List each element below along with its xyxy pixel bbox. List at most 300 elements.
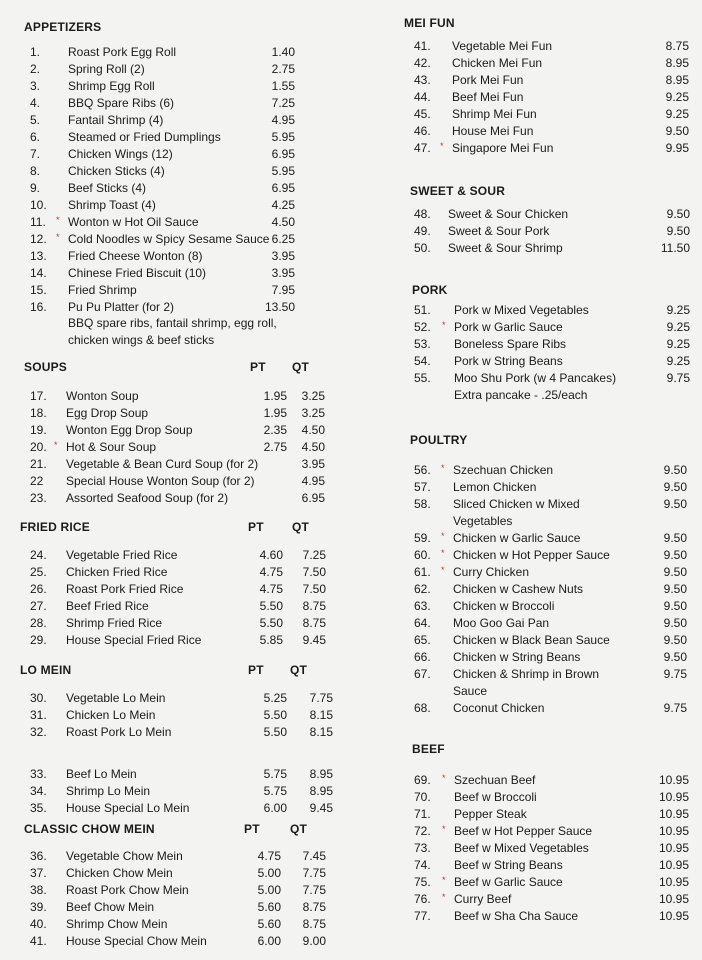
item-number: 8. [30, 164, 41, 178]
spicy-star-icon: * [442, 773, 446, 783]
qt-header: QT [290, 822, 308, 836]
item-price: 5.60 [257, 917, 281, 931]
item-price: 9.50 [663, 599, 687, 613]
menu-item [30, 112, 295, 129]
menu-item [30, 44, 295, 61]
menu-item [414, 479, 687, 496]
menu-item [414, 206, 690, 223]
menu-item [414, 353, 690, 370]
item-price: 9.50 [666, 224, 690, 238]
item-number: 71. [414, 807, 431, 821]
item-price: 5.95 [271, 130, 295, 144]
item-number: 57. [414, 480, 431, 494]
item-name: Beef w Broccoli [454, 790, 537, 804]
menu-item [414, 319, 690, 336]
item-name: Steamed or Fried Dumplings [68, 130, 221, 144]
item-price: 2.75 [271, 62, 295, 76]
pork-note: Extra pancake - .25/each [454, 388, 588, 402]
item-name: Chicken Wings (12) [68, 147, 173, 161]
item-name: Wonton w Hot Oil Sauce [68, 215, 199, 229]
item-name: Chicken Chow Mein [66, 866, 173, 880]
item-price: 5.00 [257, 883, 281, 897]
item-price-qt: 8.75 [302, 900, 326, 914]
item-number: 40. [30, 917, 47, 931]
item-name: Beef w Sha Cha Sauce [454, 909, 579, 923]
menu-item [30, 690, 333, 707]
menu-item [30, 146, 295, 163]
item-price: 2.35 [263, 423, 287, 437]
spicy-star-icon: * [442, 824, 446, 834]
item-price: 10.95 [658, 807, 689, 821]
item-price: 9.25 [666, 320, 690, 334]
item-number: 30. [30, 691, 47, 705]
item-name: House Mei Fun [452, 124, 534, 138]
item-price: 9.50 [663, 565, 687, 579]
item-number: 73. [414, 841, 431, 855]
menu-item [30, 615, 326, 632]
menu-item [30, 882, 326, 899]
menu-item [30, 231, 295, 248]
item-number: 21. [30, 457, 47, 471]
item-number: 41. [414, 39, 431, 53]
item-price: 9.50 [663, 650, 687, 664]
pt-header: PT [248, 520, 264, 534]
item-number: 1. [30, 45, 41, 59]
item-number: 72. [414, 824, 431, 838]
item-name: Wonton Soup [66, 389, 139, 403]
pt-header: PT [250, 360, 266, 374]
item-price: 9.75 [663, 701, 687, 715]
item-price: 10.95 [658, 909, 689, 923]
item-price: 4.75 [257, 849, 281, 863]
soups-heading: SOUPS [24, 360, 68, 374]
item-name: Shrimp Fried Rice [66, 616, 163, 630]
item-price-qt: 8.95 [309, 784, 333, 798]
menu-item [414, 370, 690, 387]
item-price-qt: 8.75 [302, 599, 326, 613]
item-name: Sliced Chicken w Mixed [453, 497, 580, 511]
item-name: Sweet & Sour Chicken [448, 207, 569, 221]
item-name-continued: Sauce [453, 684, 488, 698]
item-name: Roast Pork Egg Roll [68, 45, 177, 59]
item-name: Chicken w String Beans [453, 650, 581, 664]
sweet-sour-heading: SWEET & SOUR [410, 184, 506, 198]
item-name: Beef Chow Mein [66, 900, 155, 914]
item-price: 5.60 [257, 900, 281, 914]
item-number: 59. [414, 531, 431, 545]
fried-rice-heading: FRIED RICE [20, 520, 91, 534]
item-number: 6. [30, 130, 41, 144]
item-price: 8.95 [665, 73, 689, 87]
item-number: 56. [414, 463, 431, 477]
item-name: Chinese Fried Biscuit (10) [68, 266, 207, 280]
item-name: Singapore Mei Fun [452, 141, 554, 155]
item-price: 5.50 [259, 616, 283, 630]
item-price: 4.25 [271, 198, 295, 212]
item-number: 14. [30, 266, 47, 280]
item-number: 3. [30, 79, 41, 93]
item-price: 1.95 [263, 389, 287, 403]
item-name: Chicken Fried Rice [66, 565, 168, 579]
item-name: Moo Goo Gai Pan [453, 616, 550, 630]
item-name: Vegetable Fried Rice [66, 548, 178, 562]
item-name: Chicken w Hot Pepper Sauce [453, 548, 610, 562]
menu-item [30, 456, 325, 473]
item-number: 25. [30, 565, 47, 579]
pupu-note: BBQ spare ribs, fantail shrimp, egg roll, [68, 316, 277, 330]
item-price: 6.25 [271, 232, 295, 246]
item-number: 76. [414, 892, 431, 906]
item-name: Shrimp Mei Fun [452, 107, 537, 121]
item-name: Szechuan Beef [454, 773, 536, 787]
menu-item [414, 38, 689, 55]
item-name: Moo Shu Pork (w 4 Pancakes) [454, 371, 617, 385]
item-number: 63. [414, 599, 431, 613]
item-name: Lemon Chicken [453, 480, 537, 494]
item-price-qt: 8.75 [302, 917, 326, 931]
item-price-qt: 8.75 [302, 616, 326, 630]
item-number: 20. [30, 440, 47, 454]
item-price: 9.75 [666, 371, 690, 385]
mei-fun-heading: MEI FUN [404, 16, 455, 30]
menu-item [30, 129, 295, 146]
menu-item [414, 789, 689, 806]
spicy-star-icon: * [56, 232, 60, 242]
poultry-heading: POULTRY [410, 433, 468, 447]
qt-header: QT [292, 520, 310, 534]
item-name: Shrimp Toast (4) [68, 198, 156, 212]
item-number: 45. [414, 107, 431, 121]
item-number: 42. [414, 56, 431, 70]
item-number: 27. [30, 599, 47, 613]
item-number: 33. [30, 767, 47, 781]
item-number: 68. [414, 701, 431, 715]
item-number: 35. [30, 801, 47, 815]
menu-item [414, 72, 689, 89]
item-name: Beef Sticks (4) [68, 181, 147, 195]
item-price: 9.50 [663, 463, 687, 477]
item-price: 9.50 [663, 548, 687, 562]
item-name: Roast Pork Fried Rice [66, 582, 184, 596]
item-number: 58. [414, 497, 431, 511]
item-price-qt: 9.45 [302, 633, 326, 647]
item-price-qt: 8.15 [309, 725, 333, 739]
item-price: 4.75 [259, 582, 283, 596]
item-number: 43. [414, 73, 431, 87]
item-number: 22 [30, 474, 44, 488]
item-name: BBQ Spare Ribs (6) [68, 96, 175, 110]
item-price-qt: 7.50 [302, 565, 326, 579]
item-number: 53. [414, 337, 431, 351]
item-name: Sweet & Sour Pork [448, 224, 550, 238]
item-price: 6.00 [257, 934, 281, 948]
menu-item [414, 140, 689, 157]
item-name: Cold Noodles w Spicy Sesame Sauce [68, 232, 270, 246]
menu-item [30, 865, 326, 882]
item-number: 69. [414, 773, 431, 787]
item-number: 66. [414, 650, 431, 664]
menu-item [30, 299, 295, 316]
item-number: 23. [30, 491, 47, 505]
menu-item [414, 123, 689, 140]
item-price: 5.75 [263, 767, 287, 781]
spicy-star-icon: * [441, 548, 445, 558]
menu-item [414, 462, 687, 479]
item-number: 13. [30, 249, 47, 263]
item-name: Chicken Lo Mein [66, 708, 156, 722]
menu-item [414, 874, 689, 891]
item-name: House Special Chow Mein [66, 934, 207, 948]
item-name: Shrimp Lo Mein [66, 784, 151, 798]
item-price: 9.50 [663, 531, 687, 545]
menu-item [30, 61, 295, 78]
item-number: 24. [30, 548, 47, 562]
item-number: 67. [414, 667, 431, 681]
item-number: 15. [30, 283, 47, 297]
item-price: 9.25 [665, 90, 689, 104]
item-price: 8.75 [665, 39, 689, 53]
item-number: 77. [414, 909, 431, 923]
item-number: 50. [414, 241, 431, 255]
item-price: 9.50 [665, 124, 689, 138]
item-price: 5.50 [263, 708, 287, 722]
item-price: 9.50 [663, 633, 687, 647]
menu-item [30, 95, 295, 112]
menu-item [414, 823, 689, 840]
item-name: Beef Mei Fun [452, 90, 524, 104]
menu-item [30, 547, 326, 564]
item-number: 65. [414, 633, 431, 647]
menu-item [30, 197, 295, 214]
beef-heading: BEEF [412, 742, 445, 756]
item-name: Fried Shrimp [68, 283, 137, 297]
item-name: Coconut Chicken [453, 701, 545, 715]
menu-item [30, 916, 326, 933]
item-number: 26. [30, 582, 47, 596]
item-price: 5.00 [257, 866, 281, 880]
item-number: 28. [30, 616, 47, 630]
item-name: Chicken w Black Bean Sauce [453, 633, 610, 647]
item-name: Sweet & Sour Shrimp [448, 241, 563, 255]
lo-mein-heading: LO MEIN [20, 663, 72, 677]
item-number: 55. [414, 371, 431, 385]
item-price: 9.25 [666, 354, 690, 368]
item-price-qt: 4.50 [301, 423, 325, 437]
item-price: 10.95 [658, 841, 689, 855]
item-name: Chicken Sticks (4) [68, 164, 165, 178]
menu-item [414, 530, 687, 547]
item-price: 9.25 [666, 303, 690, 317]
item-price-qt: 8.15 [309, 708, 333, 722]
menu-item [30, 899, 326, 916]
menu-item [414, 840, 689, 857]
menu-item [414, 857, 689, 874]
item-name: Pork w Garlic Sauce [454, 320, 563, 334]
item-number: 38. [30, 883, 47, 897]
menu-item [30, 473, 325, 490]
item-price-qt: 7.75 [302, 883, 326, 897]
item-price: 7.95 [271, 283, 295, 297]
item-name: Szechuan Chicken [453, 463, 554, 477]
menu-item [414, 908, 689, 925]
item-name: Vegetable Chow Mein [66, 849, 183, 863]
item-price: 2.75 [263, 440, 287, 454]
item-price: 5.25 [263, 691, 287, 705]
item-price: 10.95 [658, 858, 689, 872]
menu-item [30, 214, 295, 231]
item-price-qt: 3.25 [301, 389, 325, 403]
item-price: 9.50 [663, 497, 687, 511]
menu-item [414, 598, 687, 615]
item-name: Chicken Mei Fun [452, 56, 543, 70]
item-number: 16. [30, 300, 47, 314]
item-price: 5.95 [271, 164, 295, 178]
menu-item [30, 800, 333, 817]
menu-item [414, 891, 689, 908]
item-number: 10. [30, 198, 47, 212]
menu-item [414, 547, 687, 564]
menu-item [30, 282, 295, 299]
item-name: Assorted Seafood Soup (for 2) [66, 491, 229, 505]
item-number: 48. [414, 207, 431, 221]
item-name: Beef w Garlic Sauce [454, 875, 563, 889]
item-price: 9.75 [663, 667, 687, 681]
item-price: 8.95 [665, 56, 689, 70]
spicy-star-icon: * [54, 440, 58, 450]
menu-item [30, 598, 326, 615]
item-price: 10.95 [658, 875, 689, 889]
menu-item [414, 666, 687, 683]
item-price-qt: 4.50 [301, 440, 325, 454]
item-number: 4. [30, 96, 41, 110]
item-number: 47. [414, 141, 431, 155]
menu-item [30, 724, 333, 741]
item-number: 5. [30, 113, 41, 127]
menu-item [30, 422, 325, 439]
item-price: 5.50 [259, 599, 283, 613]
item-number: 75. [414, 875, 431, 889]
item-number: 49. [414, 224, 431, 238]
item-number: 46. [414, 124, 431, 138]
item-number: 7. [30, 147, 41, 161]
item-name: Chicken & Shrimp in Brown [453, 667, 600, 681]
item-price: 1.55 [271, 79, 295, 93]
item-number: 61. [414, 565, 431, 579]
menu-item [30, 265, 295, 282]
item-price: 4.50 [271, 215, 295, 229]
item-number: 19. [30, 423, 47, 437]
item-name: Chicken w Broccoli [453, 599, 555, 613]
item-price: 10.95 [658, 773, 689, 787]
item-price: 3.95 [271, 249, 295, 263]
menu-item [414, 806, 689, 823]
item-price: 11.50 [660, 241, 690, 255]
item-number: 44. [414, 90, 431, 104]
qt-header: QT [290, 663, 308, 677]
menu-item [414, 302, 690, 319]
menu-item [30, 933, 326, 950]
item-price: 10.95 [658, 790, 689, 804]
menu-item [414, 772, 689, 789]
item-name: Roast Pork Chow Mein [66, 883, 189, 897]
item-price-qt: 7.50 [302, 582, 326, 596]
menu-item [30, 766, 333, 783]
item-number: 37. [30, 866, 47, 880]
menu-item [30, 783, 333, 800]
menu-item [30, 707, 333, 724]
item-name: Wonton Egg Drop Soup [66, 423, 193, 437]
item-number: 32. [30, 725, 47, 739]
item-name: Egg Drop Soup [66, 406, 149, 420]
item-name: Vegetable Mei Fun [452, 39, 553, 53]
item-price: 4.75 [259, 565, 283, 579]
appetizers-heading: APPETIZERS [24, 20, 102, 34]
item-price: 3.95 [271, 266, 295, 280]
spicy-star-icon: * [441, 531, 445, 541]
item-price: 9.50 [666, 207, 690, 221]
menu-item [414, 700, 687, 717]
item-name: Curry Chicken [453, 565, 530, 579]
menu-item [30, 581, 326, 598]
item-number: 11. [30, 215, 46, 229]
item-name: Boneless Spare Ribs [454, 337, 567, 351]
menu-item [30, 564, 326, 581]
menu-item [30, 78, 295, 95]
menu-item [30, 848, 326, 865]
chow-mein-heading: CLASSIC CHOW MEIN [24, 822, 155, 836]
pt-header: PT [248, 663, 264, 677]
item-price: 5.75 [263, 784, 287, 798]
qt-header: QT [292, 360, 310, 374]
spicy-star-icon: * [442, 320, 446, 330]
pupu-note: chicken wings & beef sticks [68, 333, 215, 347]
menu-item [414, 632, 687, 649]
item-name: Pork Mei Fun [452, 73, 524, 87]
item-number: 51. [414, 303, 431, 317]
menu-item [30, 163, 295, 180]
item-price-qt: 4.95 [301, 474, 325, 488]
item-price: 10.95 [658, 892, 689, 906]
item-number: 17. [30, 389, 47, 403]
item-number: 74. [414, 858, 431, 872]
item-name: Special House Wonton Soup (for 2) [66, 474, 255, 488]
menu-item [30, 490, 325, 507]
menu-item [414, 564, 687, 581]
item-number: 54. [414, 354, 431, 368]
item-price-qt: 7.25 [302, 548, 326, 562]
menu-item [30, 180, 295, 197]
menu-item [414, 496, 687, 513]
item-price-qt: 7.75 [309, 691, 333, 705]
item-name: Fried Cheese Wonton (8) [68, 249, 203, 263]
spicy-star-icon: * [441, 463, 445, 473]
item-price-qt: 9.45 [309, 801, 333, 815]
item-number: 36. [30, 849, 47, 863]
item-price: 9.50 [663, 480, 687, 494]
item-price-qt: 9.00 [302, 934, 326, 948]
item-price: 1.40 [271, 45, 295, 59]
item-price: 7.25 [271, 96, 295, 110]
item-number: 9. [30, 181, 41, 195]
item-name: House Special Lo Mein [66, 801, 190, 815]
item-name: Shrimp Chow Mein [66, 917, 168, 931]
item-price-qt: 3.95 [301, 457, 325, 471]
item-number: 18. [30, 406, 47, 420]
item-name-continued: Vegetables [453, 514, 513, 528]
spicy-star-icon: * [56, 215, 60, 225]
item-price: 9.95 [665, 141, 689, 155]
item-name: Pork w String Beans [454, 354, 563, 368]
